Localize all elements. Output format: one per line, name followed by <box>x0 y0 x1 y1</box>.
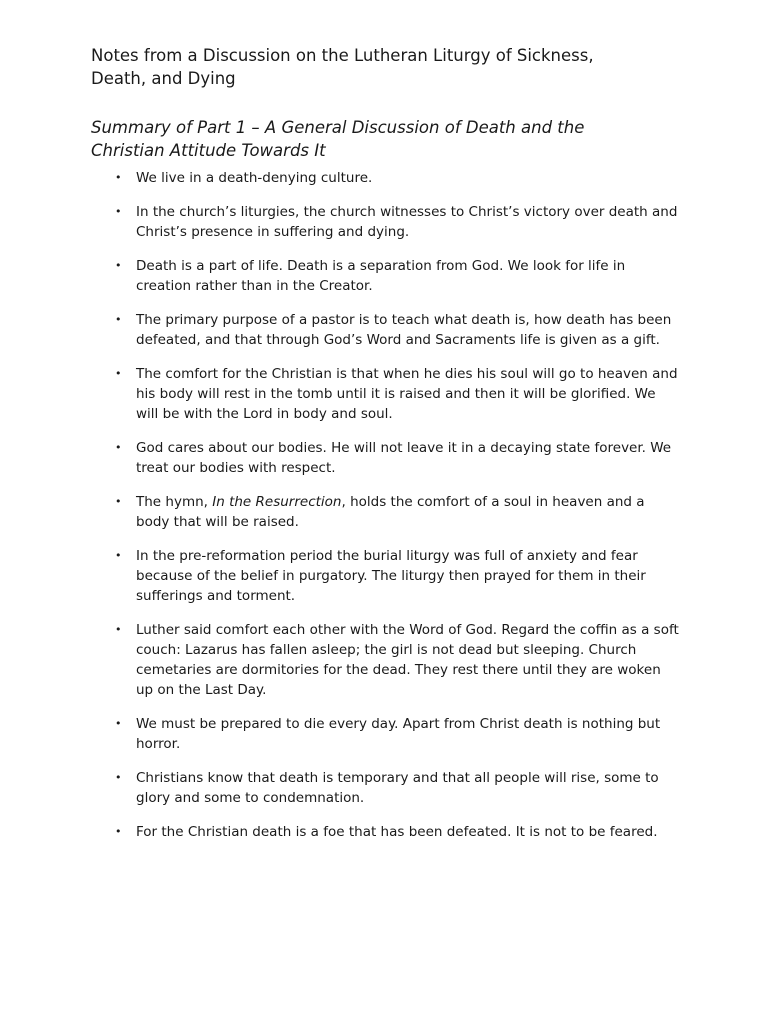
list-item <box>91 202 680 242</box>
list-item <box>91 714 680 754</box>
list-item-text-before: The hymn, <box>136 494 213 510</box>
list-item-text: The comfort for the Christian is that when he dies his soul will go to heaven and his body will rest in the tomb until it is raised and then it will be glorified. We will be with the Lord in body and soul. <box>136 366 678 422</box>
bullet-icon: • <box>115 717 122 730</box>
list-item-text: For the Christian death is a foe that has been defeated. It is not to be feared. <box>136 824 658 840</box>
list-item <box>91 822 680 842</box>
list-item-text: In the pre-reformation period the burial liturgy was full of anxiety and fear because of the belief in purgatory. The liturgy then prayed for them in their sufferings and torment. <box>136 548 646 604</box>
bullet-icon: • <box>115 495 122 508</box>
list-item-text: We must be prepared to die every day. Apart from Christ death is nothing but horror. <box>136 716 661 752</box>
list-item <box>91 768 680 808</box>
document-title: Notes from a Discussion on the Lutheran Liturgy of Sickness, Death, and Dying <box>91 46 594 88</box>
list-item <box>91 364 680 424</box>
list-item <box>91 492 680 532</box>
list-item <box>91 438 680 478</box>
hymn-title: In the Resurrection <box>212 494 342 510</box>
list-item-text: God cares about our bodies. He will not leave it in a decaying state forever. We treat our bodies with respect. <box>136 440 672 476</box>
list-item-text: Death is a part of life. Death is a separation from God. We look for life in creation rather than in the Creator. <box>136 258 626 294</box>
list-item-text: Luther said comfort each other with the Word of God. Regard the coffin as a soft couch: Lazarus has fallen asleep; the girl is not dead but sleeping. Church cemetaries are dormitories for the dead. They rest there until they are woken up on the Last Day. <box>136 622 679 698</box>
list-item-text: The primary purpose of a pastor is to teach what death is, how death has been defeated, and that through God’s Word and Sacraments life is given as a gift. <box>136 312 672 348</box>
section-heading: Summary of Part 1 – A General Discussion of Death and the Christian Attitude Towards It <box>91 118 585 160</box>
bullet-icon: • <box>115 171 122 184</box>
bullet-icon: • <box>115 825 122 838</box>
list-item <box>91 168 680 188</box>
list-item-text: In the church’s liturgies, the church witnesses to Christ’s victory over death and Christ’s presence in suffering and dying. <box>136 204 678 240</box>
list-item <box>91 256 680 296</box>
list-item <box>91 620 680 700</box>
bullet-icon: • <box>115 313 122 326</box>
bullet-icon: • <box>115 259 122 272</box>
list-item-text: Christians know that death is temporary and that all people will rise, some to glory and some to condemnation. <box>136 770 659 806</box>
list-item <box>91 546 680 606</box>
bullet-icon: • <box>115 771 122 784</box>
bullet-icon: • <box>115 623 122 636</box>
bullet-icon: • <box>115 205 122 218</box>
bullet-icon: • <box>115 441 122 454</box>
list-item-text-after: , holds the comfort of a soul in heaven and a body that will be raised. <box>136 494 645 530</box>
bullet-icon: • <box>115 367 122 380</box>
list-item-text: We live in a death-denying culture. <box>136 170 373 186</box>
bullet-list <box>91 168 680 842</box>
list-item <box>91 310 680 350</box>
bullet-icon: • <box>115 549 122 562</box>
